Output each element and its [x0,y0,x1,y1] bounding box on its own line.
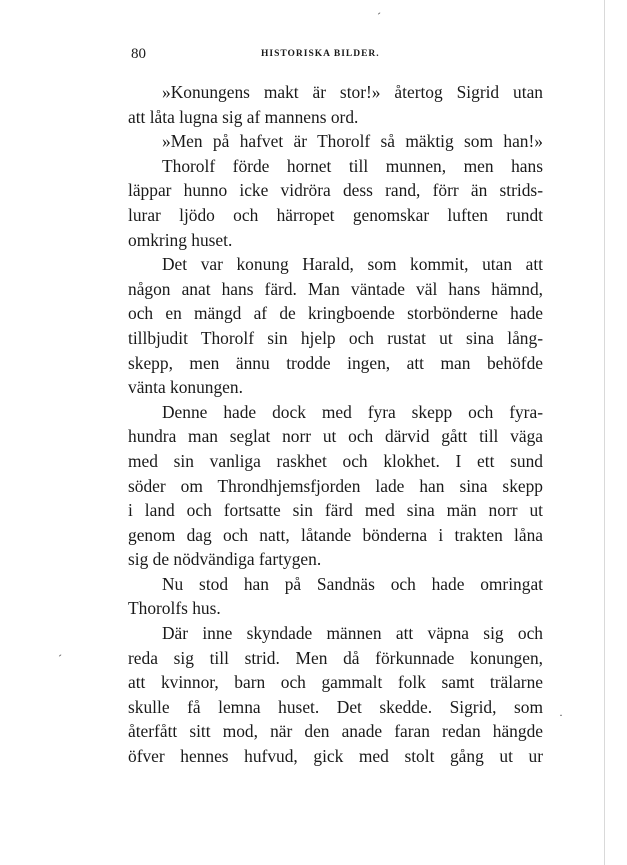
text-line: Thorolfs hus. [128,598,221,619]
text-line: med sin vanliga raskhet och klokhet. I ett sund [128,450,543,471]
page-edge-line [604,0,605,865]
page-header [131,46,541,66]
text-line: omkring huset. [128,229,233,250]
text-line: att låta lugna sig af mannens ord. [128,106,359,127]
text-line: söder om Throndhjemsfjorden lade han sina skepp [128,475,543,496]
text-line: vänta konungen. [128,377,243,398]
text-line: återfått sitt mod, när den anade faran redan hängde [128,721,543,742]
text-line: att kvinnor, barn och gammalt folk samt trälarne [128,672,543,693]
text-line: »Konungens makt är stor!» återtog Sigrid utan [162,82,543,102]
body-text [128,80,543,769]
text-line: någon anat hans färd. Man väntade väl hans hämnd, [128,278,543,299]
text-line: lurar ljödo och härropet genomskar luften rundt [128,204,543,225]
text-line: reda sig till strid. Men då förkunnade konungen, [128,647,543,668]
text-line: hundra man seglat norr ut och därvid gått till väga [128,426,543,447]
text-line: Thorolf förde hornet till munnen, men hans [162,155,543,176]
speck-mark: ˊ [58,652,62,666]
text-line: läppar hunno icke vidröra dess rand, förr än strids- [128,180,543,201]
text-line: och en mängd af de kringboende storbönderne hade [128,303,543,324]
text-line: tillbjudit Thorolf sin hjelp och rustat ut sina lång- [128,327,543,348]
text-line: genom dag och natt, låtande bönderna i trakten låna [128,524,543,545]
page-number: 80 [131,46,146,62]
text-line: i land och fortsatte sin färd med sina män norr ut [128,500,543,521]
text-line: Där inne skyndade männen att väpna sig och [162,623,543,644]
text-line: »Men på hafvet är Thorolf så mäktig som han!» [162,131,543,152]
text-line: öfver hennes hufvud, gick med stolt gång ut ur [128,746,543,767]
text-line: Nu stod han på Sandnäs och hade omringat [162,573,543,594]
text-line: sig de nödvändiga fartygen. [128,549,322,570]
text-line: Det var konung Harald, som kommit, utan att [162,254,543,275]
text-line: skepp, men ännu trodde ingen, att man behöfde [128,352,543,373]
text-line: Denne hade dock med fyra skepp och fyra- [162,401,543,422]
text-line: skulle få lemna huset. Det skedde. Sigrid, som [128,696,543,717]
speck-mark: · [559,708,563,722]
speck-mark: ˊ [377,10,381,24]
running-head: HISTORISKA BILDER. [261,49,380,59]
